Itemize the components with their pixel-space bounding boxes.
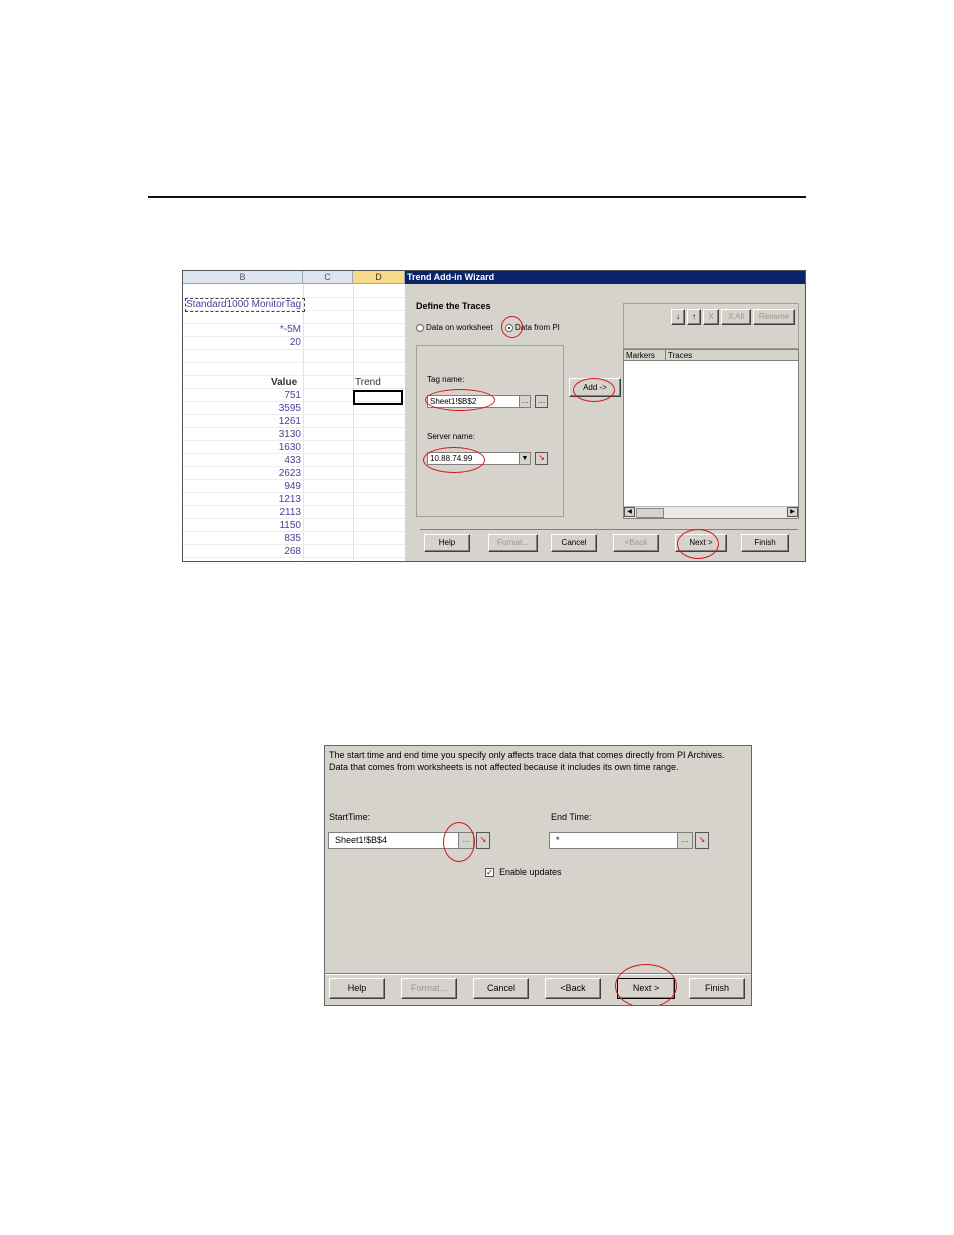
grid-line [303, 284, 304, 561]
finish-button[interactable]: Finish [741, 534, 789, 552]
annotation-circle [615, 964, 677, 1006]
button-separator [325, 973, 751, 974]
next-button[interactable]: Next > [675, 534, 727, 552]
value-cell[interactable]: 2623 [278, 468, 301, 479]
value-cell[interactable]: 268 [284, 546, 301, 557]
grid-line [183, 375, 405, 376]
scroll-thumb[interactable] [636, 508, 664, 518]
value-cell[interactable]: 751 [284, 390, 301, 401]
traces-list[interactable] [623, 349, 799, 519]
format-button[interactable]: Format... [488, 534, 538, 552]
value-cell[interactable]: 1630 [278, 442, 301, 453]
interval-cell[interactable]: 20 [289, 337, 301, 348]
ellipsis-icon[interactable]: … [677, 833, 692, 848]
move-up-button[interactable]: ↑ [687, 309, 701, 325]
cell-picker-icon[interactable]: ↘ [535, 452, 548, 465]
annotation-circle [423, 447, 485, 473]
screenshot-trend-wizard-time-range [324, 745, 752, 1006]
value-cell[interactable]: 2113 [279, 507, 301, 518]
section-heading: Define the Traces [416, 301, 491, 311]
remove-all-button[interactable]: X All [721, 309, 751, 325]
value-cell[interactable]: 3595 [278, 403, 301, 414]
add-trace-button[interactable]: Add -> [569, 378, 621, 397]
back-button[interactable]: <Back [613, 534, 659, 552]
selected-cell[interactable] [353, 390, 403, 405]
cell-ref-button[interactable]: … [535, 395, 548, 408]
tag-name-value: Sheet1!$B$2 [430, 397, 477, 406]
radio-label: Data on worksheet [426, 323, 493, 332]
cancel-button[interactable]: Cancel [551, 534, 597, 552]
excel-worksheet [183, 271, 405, 561]
annotation-circle [501, 316, 523, 338]
grid-line [353, 284, 354, 561]
column-header-d[interactable]: D [353, 271, 405, 284]
radio-data-on-worksheet[interactable] [416, 323, 493, 332]
radio-button-icon [416, 324, 424, 332]
trend-wizard-dialog [405, 271, 805, 561]
finish-button[interactable]: Finish [689, 978, 745, 999]
annotation-circle [573, 378, 615, 402]
ellipsis-icon[interactable]: … [519, 396, 530, 407]
value-cell[interactable]: 3130 [278, 429, 301, 440]
annotation-circle [443, 822, 475, 862]
value-column-header: Value [271, 377, 298, 388]
start-time-label: StartTime: [329, 812, 371, 822]
remove-button[interactable]: X [703, 309, 719, 325]
grid-line [183, 349, 405, 350]
horizontal-scrollbar[interactable] [624, 506, 798, 518]
back-button[interactable]: <Back [545, 978, 601, 999]
start-time-cell[interactable]: *-5M [279, 324, 301, 335]
list-header-markers[interactable]: Markers [624, 350, 666, 361]
horizontal-rule [148, 196, 806, 198]
ellipsis-icon[interactable]: … [458, 833, 473, 848]
tag-server-group [416, 345, 564, 517]
time-range-description: The start time and end time you specify only affects trace data that comes directly from PI Archives. Data that comes from worksheets is not affected because it includes its own time range. [329, 750, 725, 772]
column-header-b[interactable]: B [183, 271, 303, 284]
scroll-left-icon[interactable]: ◀ [624, 507, 635, 517]
end-time-combo[interactable] [549, 832, 693, 849]
next-button[interactable]: Next > [617, 978, 675, 999]
value-cell[interactable]: 949 [284, 481, 301, 492]
cancel-button[interactable]: Cancel [473, 978, 529, 999]
format-button[interactable]: Format... [401, 978, 457, 999]
grid-line [183, 362, 405, 363]
enable-updates-checkbox[interactable]: ✓ [486, 868, 493, 877]
dialog-title-bar[interactable]: Trend Add-in Wizard [405, 271, 805, 284]
move-down-button[interactable]: ↓ [671, 309, 685, 325]
help-button[interactable]: Help [329, 978, 385, 999]
tag-name-label: Tag name: [427, 375, 465, 384]
scroll-right-icon[interactable]: ▶ [787, 507, 798, 517]
help-button[interactable]: Help [424, 534, 470, 552]
start-time-value: Sheet1!$B$4 [335, 835, 388, 845]
cell-picker-icon[interactable]: ↘ [476, 832, 490, 849]
annotation-circle [425, 389, 495, 411]
value-cell[interactable]: 1213 [278, 494, 301, 505]
end-time-label: End Time: [551, 812, 592, 822]
annotation-circle [677, 529, 719, 559]
value-cell[interactable]: 1261 [278, 416, 301, 427]
list-header-traces[interactable]: Traces [666, 350, 798, 361]
enable-updates-label: Enable updates [499, 867, 562, 877]
trend-column-header: Trend [355, 377, 381, 388]
screenshot-trend-wizard-traces [182, 270, 806, 562]
value-cell[interactable]: 433 [284, 455, 301, 466]
tag-name-cell[interactable]: Standard1000 MonitorTag [185, 298, 305, 312]
server-name-value: 10.88.74.99 [430, 454, 473, 463]
button-separator [420, 529, 798, 530]
chevron-down-icon[interactable]: ▼ [519, 453, 530, 464]
cell-picker-icon[interactable]: ↘ [695, 832, 709, 849]
server-name-label: Server name: [427, 432, 476, 441]
value-cell[interactable]: 835 [284, 533, 301, 544]
end-time-value: * [556, 835, 560, 845]
column-header-c[interactable]: C [303, 271, 353, 284]
value-cell[interactable]: 1150 [279, 520, 301, 531]
radio-label: Data from PI [515, 323, 560, 332]
rename-button[interactable]: Rename [753, 309, 795, 325]
